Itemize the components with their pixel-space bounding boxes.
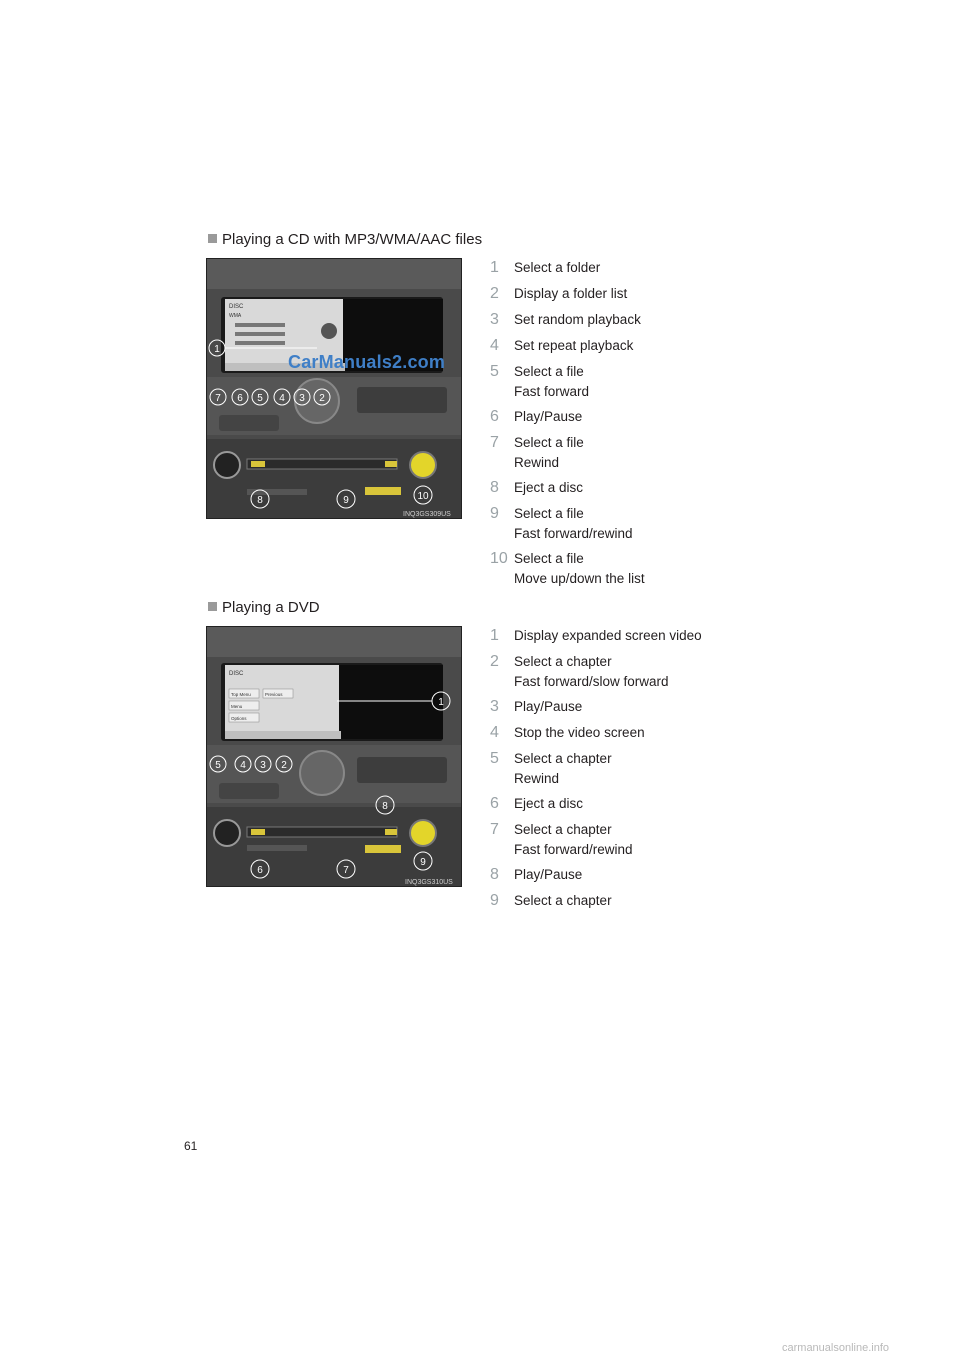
list-item: 7 Select a file Rewind	[490, 434, 584, 470]
list-item: 4 Stop the video screen	[490, 724, 645, 741]
callout-6: 6	[257, 865, 263, 876]
callout-3: 3	[260, 760, 266, 771]
figure-dvd-controls	[206, 626, 462, 887]
bullet-square-icon	[208, 602, 217, 611]
overlay-watermark: CarManuals2.com	[288, 352, 446, 372]
list-item: 8 Eject a disc	[490, 479, 584, 496]
callout-2: 2	[319, 393, 325, 404]
callout-10: 10	[417, 491, 429, 502]
list-item: 9 Select a chapter	[490, 892, 612, 909]
figure-code: INQ3GS310US	[405, 879, 453, 886]
list-item: 2 Display a folder list	[490, 285, 628, 302]
callout-4: 4	[240, 760, 246, 771]
callout-1: 1	[214, 344, 220, 355]
callout-1: 1	[438, 697, 444, 708]
callout-8: 8	[382, 801, 388, 812]
dvd-items-list	[490, 626, 790, 917]
list-item: 1 Display expanded screen video	[490, 627, 702, 644]
screen-header-text: DISC	[229, 671, 244, 677]
list-item: 6 Play/Pause	[490, 408, 583, 425]
list-item: 5 Select a chapter Rewind	[490, 750, 612, 786]
callout-7: 7	[343, 865, 349, 876]
list-item: 9 Select a file Fast forward/rewind	[490, 505, 633, 541]
callout-7: 7	[215, 393, 221, 404]
cd-items-list	[490, 258, 790, 594]
list-item: 1 Select a folder	[490, 259, 601, 276]
list-item: 10 Select a file Move up/down the list	[490, 550, 645, 586]
page-number: 61	[184, 1139, 198, 1153]
list-item: 2 Select a chapter Fast forward/slow forward	[490, 653, 669, 689]
figure-code: INQ3GS309US	[403, 511, 451, 518]
callout-8: 8	[257, 495, 263, 506]
callout-6: 6	[237, 393, 243, 404]
bullet-square-icon	[208, 234, 217, 243]
dvd-dashboard-illustration	[207, 627, 462, 887]
list-item: 4 Set repeat playback	[490, 337, 634, 354]
list-item: 8 Play/Pause	[490, 866, 583, 883]
list-item: 3 Play/Pause	[490, 698, 583, 715]
dvd-button-options: Options	[231, 716, 247, 721]
cd-dashboard-illustration	[207, 259, 462, 519]
callout-9: 9	[420, 857, 426, 868]
callout-5: 5	[257, 393, 263, 404]
dvd-button-menu: Menu	[231, 704, 243, 709]
dvd-button-top-menu: Top Menu	[231, 692, 251, 697]
dvd-button-previous: Previous	[265, 692, 283, 697]
screen-format-text: WMA	[229, 313, 242, 319]
callout-5: 5	[215, 760, 221, 771]
list-item: 5 Select a file Fast forward	[490, 363, 590, 399]
list-item: 6 Eject a disc	[490, 795, 584, 812]
section-title-dvd: Playing a DVD	[208, 599, 320, 616]
list-item: 7 Select a chapter Fast forward/rewind	[490, 821, 633, 857]
callout-2: 2	[281, 760, 287, 771]
callout-3: 3	[299, 393, 305, 404]
list-item: 3 Set random playback	[490, 311, 641, 328]
section-title-cd: Playing a CD with MP3/WMA/AAC files	[208, 231, 482, 248]
figure-cd-controls	[206, 258, 462, 519]
footer-watermark: carmanualsonline.info	[782, 1342, 890, 1354]
callout-4: 4	[279, 393, 285, 404]
screen-header-text: DISC	[229, 304, 244, 310]
callout-9: 9	[343, 495, 349, 506]
